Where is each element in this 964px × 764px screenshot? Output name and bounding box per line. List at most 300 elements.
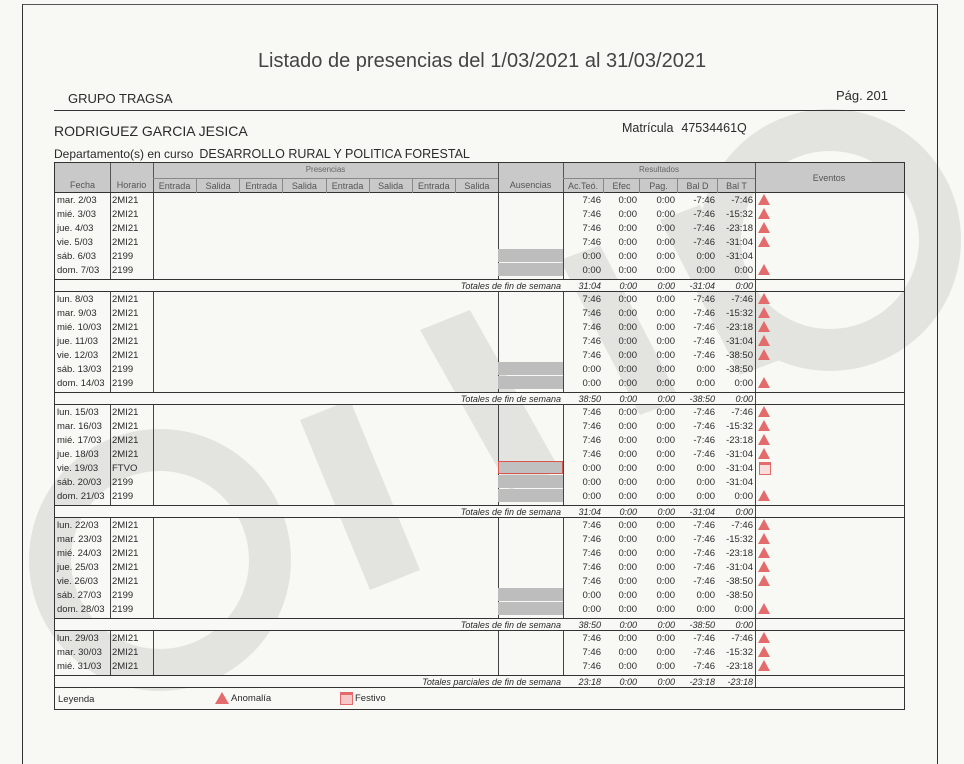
cell-pag: 0:00 — [656, 520, 675, 531]
company-name: GRUPO TRAGSA — [68, 91, 173, 106]
absence-cell-weekend — [498, 362, 563, 375]
cell-fecha: sáb. 13/03 — [57, 364, 102, 375]
cell-efec: 0:00 — [618, 548, 637, 559]
table-row — [55, 447, 904, 461]
subcol-pag: Pag. — [639, 179, 677, 193]
cell-efec: 0:00 — [618, 251, 637, 262]
cell-acteo: 7:46 — [582, 534, 601, 545]
subcol-entrada-2: Entrada — [239, 179, 282, 193]
cell-efec: 0:00 — [618, 195, 637, 206]
table-row — [55, 631, 904, 645]
total-label: Totales parciales de fin de semana — [422, 677, 561, 687]
legend-item-anomalia: Anomalía — [215, 692, 271, 704]
week-total-row — [54, 675, 905, 688]
report-title: Listado de presencias del 1/03/2021 al 31/03/2021 — [257, 50, 707, 72]
warning-triangle-icon — [758, 335, 770, 346]
warning-triangle-icon — [215, 692, 229, 704]
cell-horario: 2199 — [112, 251, 134, 262]
weeks-container — [54, 193, 905, 688]
cell-pag: 0:00 — [656, 364, 675, 375]
cell-balt: -15:32 — [726, 534, 753, 545]
total-efec: 0:00 — [619, 677, 637, 687]
cell-pag: 0:00 — [656, 350, 675, 361]
cell-acteo: 0:00 — [582, 590, 601, 601]
cell-fecha: mar. 9/03 — [57, 308, 97, 319]
column-divider — [755, 506, 756, 517]
col-resultados: Resultados — [638, 165, 680, 174]
total-pag: 0:00 — [657, 620, 675, 630]
cell-efec: 0:00 — [618, 449, 637, 460]
cell-acteo: 7:46 — [582, 548, 601, 559]
col-eventos: Eventos — [812, 172, 846, 183]
cell-efec: 0:00 — [618, 421, 637, 432]
cell-fecha: sáb. 6/03 — [57, 251, 97, 262]
cell-acteo: 7:46 — [582, 294, 601, 305]
cell-fecha: mié. 10/03 — [57, 322, 102, 333]
cell-efec: 0:00 — [618, 209, 637, 220]
cell-bald: -7:46 — [693, 449, 715, 460]
cell-horario: 2MI21 — [112, 449, 139, 460]
absence-cell-weekend — [498, 263, 563, 276]
cell-efec: 0:00 — [618, 633, 637, 644]
presencias-subheader — [153, 178, 498, 193]
cell-pag: 0:00 — [656, 435, 675, 446]
cell-acteo: 0:00 — [582, 364, 601, 375]
warning-triangle-icon — [758, 603, 770, 614]
cell-horario: 2MI21 — [112, 421, 139, 432]
subcol-efec: Efec — [603, 179, 639, 193]
cell-fecha: mar. 23/03 — [57, 534, 102, 545]
cell-fecha: vie. 5/03 — [57, 237, 93, 248]
cell-horario: 2199 — [112, 604, 134, 615]
table-row — [55, 207, 904, 221]
cell-acteo: 7:46 — [582, 336, 601, 347]
cell-horario: 2MI21 — [112, 336, 139, 347]
cell-bald: -7:46 — [693, 407, 715, 418]
warning-triangle-icon — [758, 420, 770, 431]
warning-triangle-icon — [758, 448, 770, 459]
cell-bald: -7:46 — [693, 336, 715, 347]
cell-acteo: 7:46 — [582, 647, 601, 658]
total-label: Totales de fin de semana — [460, 394, 561, 404]
week-block — [54, 193, 905, 279]
total-efec: 0:00 — [619, 394, 637, 404]
cell-efec: 0:00 — [618, 378, 637, 389]
cell-bald: -7:46 — [693, 548, 715, 559]
total-pag: 0:00 — [657, 507, 675, 517]
cell-balt: -7:46 — [731, 195, 753, 206]
absence-cell-weekend — [498, 602, 563, 615]
cell-pag: 0:00 — [656, 251, 675, 262]
warning-triangle-icon — [758, 561, 770, 572]
cell-horario: 2199 — [112, 491, 134, 502]
cell-pag: 0:00 — [656, 463, 675, 474]
table-row — [55, 518, 904, 532]
total-acteo: 38:50 — [578, 394, 601, 404]
cell-acteo: 7:46 — [582, 435, 601, 446]
table-row — [55, 221, 904, 235]
cell-balt: -31:04 — [726, 251, 753, 262]
cell-efec: 0:00 — [618, 308, 637, 319]
col-fecha: Fecha — [69, 180, 95, 190]
cell-fecha: lun. 8/03 — [57, 294, 94, 305]
cell-acteo: 7:46 — [582, 520, 601, 531]
table-row — [55, 560, 904, 574]
cell-balt: -7:46 — [731, 407, 753, 418]
cell-bald: -7:46 — [693, 294, 715, 305]
cell-bald: -7:46 — [693, 322, 715, 333]
cell-efec: 0:00 — [618, 336, 637, 347]
cell-efec: 0:00 — [618, 265, 637, 276]
page-number: Pág. 201 — [835, 88, 888, 103]
cell-pag: 0:00 — [656, 548, 675, 559]
column-divider — [755, 619, 756, 630]
week-block — [54, 518, 905, 618]
calendar-icon — [340, 692, 353, 705]
total-pag: 0:00 — [657, 281, 675, 291]
total-balt: 0:00 — [735, 394, 753, 404]
cell-horario: 2MI21 — [112, 633, 139, 644]
col-presencias: Presencias — [305, 165, 346, 174]
cell-fecha: dom. 14/03 — [57, 378, 105, 389]
warning-triangle-icon — [758, 222, 770, 233]
total-label: Totales de fin de semana — [460, 281, 561, 291]
cell-pag: 0:00 — [656, 195, 675, 206]
cell-efec: 0:00 — [618, 534, 637, 545]
cell-acteo: 0:00 — [582, 251, 601, 262]
cell-horario: 2MI21 — [112, 520, 139, 531]
table-row — [55, 292, 904, 306]
cell-bald: -7:46 — [693, 195, 715, 206]
cell-bald: -7:46 — [693, 421, 715, 432]
table-row — [55, 433, 904, 447]
cell-pag: 0:00 — [656, 209, 675, 220]
week-total-row — [54, 279, 905, 292]
cell-bald: -7:46 — [693, 209, 715, 220]
cell-fecha: jue. 4/03 — [57, 223, 94, 234]
table-row — [55, 249, 904, 263]
table-row — [55, 263, 904, 277]
cell-pag: 0:00 — [656, 336, 675, 347]
absence-cell-weekend — [498, 588, 563, 601]
cell-acteo: 7:46 — [582, 562, 601, 573]
cell-balt: -7:46 — [731, 520, 753, 531]
cell-acteo: 7:46 — [582, 633, 601, 644]
warning-triangle-icon — [758, 575, 770, 586]
cell-bald: -7:46 — [693, 237, 715, 248]
cell-balt: -7:46 — [731, 633, 753, 644]
cell-fecha: mié. 31/03 — [57, 661, 102, 672]
warning-triangle-icon — [758, 321, 770, 332]
week-total-row — [54, 392, 905, 405]
cell-acteo: 7:46 — [582, 308, 601, 319]
cell-acteo: 7:46 — [582, 661, 601, 672]
cell-efec: 0:00 — [618, 407, 637, 418]
cell-balt: -23:18 — [726, 435, 753, 446]
cell-horario: 2MI21 — [112, 308, 139, 319]
cell-fecha: mar. 2/03 — [57, 195, 97, 206]
total-acteo: 31:04 — [578, 281, 601, 291]
cell-horario: 2199 — [112, 378, 134, 389]
cell-balt: 0:00 — [734, 604, 753, 615]
cell-acteo: 0:00 — [582, 491, 601, 502]
cell-efec: 0:00 — [618, 294, 637, 305]
cell-balt: -31:04 — [726, 336, 753, 347]
warning-triangle-icon — [758, 533, 770, 544]
table-row — [55, 320, 904, 334]
cell-acteo: 0:00 — [582, 463, 601, 474]
total-pag: 0:00 — [657, 394, 675, 404]
cell-balt: 0:00 — [734, 378, 753, 389]
table-row — [55, 419, 904, 433]
cell-efec: 0:00 — [618, 590, 637, 601]
cell-horario: 2MI21 — [112, 223, 139, 234]
cell-acteo: 7:46 — [582, 350, 601, 361]
cell-pag: 0:00 — [656, 449, 675, 460]
total-acteo: 38:50 — [578, 620, 601, 630]
table-row — [55, 362, 904, 376]
total-efec: 0:00 — [619, 507, 637, 517]
table-row — [55, 645, 904, 659]
cell-horario: 2MI21 — [112, 407, 139, 418]
warning-triangle-icon — [758, 646, 770, 657]
cell-balt: -31:04 — [726, 562, 753, 573]
cell-bald: -7:46 — [693, 435, 715, 446]
cell-balt: -23:18 — [726, 322, 753, 333]
cell-bald: -7:46 — [693, 633, 715, 644]
cell-acteo: 7:46 — [582, 576, 601, 587]
cell-fecha: sáb. 27/03 — [57, 590, 102, 601]
cell-fecha: mar. 30/03 — [57, 647, 102, 658]
cell-horario: 2199 — [112, 265, 134, 276]
cell-pag: 0:00 — [656, 308, 675, 319]
table-row — [55, 532, 904, 546]
cell-efec: 0:00 — [618, 576, 637, 587]
total-balt: -23:18 — [727, 677, 753, 687]
cell-fecha: mar. 16/03 — [57, 421, 102, 432]
cell-efec: 0:00 — [618, 223, 637, 234]
total-bald: -23:18 — [689, 677, 715, 687]
cell-balt: -31:04 — [726, 463, 753, 474]
cell-acteo: 7:46 — [582, 322, 601, 333]
cell-horario: 2MI21 — [112, 322, 139, 333]
cell-efec: 0:00 — [618, 237, 637, 248]
cell-fecha: sáb. 20/03 — [57, 477, 102, 488]
table-row — [55, 489, 904, 503]
cell-horario: 2MI21 — [112, 562, 139, 573]
subcol-entrada-1: Entrada — [158, 181, 191, 191]
cell-horario: 2MI21 — [112, 435, 139, 446]
table-row — [55, 546, 904, 560]
cell-acteo: 7:46 — [582, 223, 601, 234]
total-acteo: 23:18 — [578, 677, 601, 687]
subcol-salida-2: Salida — [282, 179, 325, 193]
cell-efec: 0:00 — [618, 364, 637, 375]
table-header — [54, 162, 905, 193]
subcol-balt: Bal T — [717, 179, 755, 193]
cell-fecha: lun. 29/03 — [57, 633, 99, 644]
calendar-icon — [759, 462, 771, 475]
table-row — [55, 461, 904, 475]
cell-acteo: 7:46 — [582, 407, 601, 418]
warning-triangle-icon — [758, 434, 770, 445]
cell-bald: -7:46 — [693, 350, 715, 361]
cell-fecha: dom. 7/03 — [57, 265, 100, 276]
warning-triangle-icon — [758, 377, 770, 388]
cell-fecha: jue. 18/03 — [57, 449, 99, 460]
cell-fecha: vie. 12/03 — [57, 350, 99, 361]
cell-bald: 0:00 — [696, 491, 715, 502]
cell-efec: 0:00 — [618, 604, 637, 615]
cell-balt: -38:50 — [726, 350, 753, 361]
cell-horario: 2MI21 — [112, 576, 139, 587]
warning-triangle-icon — [758, 490, 770, 501]
cell-horario: 2MI21 — [112, 661, 139, 672]
cell-horario: FTVO — [112, 463, 138, 474]
cell-balt: -31:04 — [726, 237, 753, 248]
total-balt: 0:00 — [735, 620, 753, 630]
employee-name: RODRIGUEZ GARCIA JESICA — [54, 123, 248, 139]
cell-pag: 0:00 — [656, 647, 675, 658]
cell-acteo: 7:46 — [582, 237, 601, 248]
table-row — [55, 602, 904, 616]
cell-bald: -7:46 — [693, 308, 715, 319]
warning-triangle-icon — [758, 349, 770, 360]
cell-pag: 0:00 — [656, 265, 675, 276]
header-divider — [54, 110, 905, 111]
cell-balt: -15:32 — [726, 209, 753, 220]
cell-balt: -7:46 — [731, 294, 753, 305]
legend-item-festivo: Festivo — [340, 692, 386, 705]
cell-pag: 0:00 — [656, 576, 675, 587]
table-row — [55, 235, 904, 249]
warning-triangle-icon — [758, 632, 770, 643]
cell-balt: -15:32 — [726, 421, 753, 432]
cell-acteo: 0:00 — [582, 604, 601, 615]
cell-horario: 2MI21 — [112, 294, 139, 305]
cell-pag: 0:00 — [656, 477, 675, 488]
cell-pag: 0:00 — [656, 590, 675, 601]
cell-balt: -23:18 — [726, 223, 753, 234]
cell-horario: 2199 — [112, 590, 134, 601]
cell-bald: -7:46 — [693, 223, 715, 234]
department-label: Departamento(s) en curso — [54, 147, 194, 161]
week-total-row — [54, 505, 905, 518]
cell-efec: 0:00 — [618, 350, 637, 361]
cell-pag: 0:00 — [656, 661, 675, 672]
cell-horario: 2199 — [112, 364, 134, 375]
cell-horario: 2MI21 — [112, 548, 139, 559]
column-divider — [755, 676, 756, 687]
subcol-salida-4: Salida — [455, 179, 498, 193]
cell-balt: -15:32 — [726, 308, 753, 319]
cell-acteo: 7:46 — [582, 449, 601, 460]
table-row — [55, 588, 904, 602]
absence-cell-weekend — [498, 475, 563, 488]
cell-bald: -7:46 — [693, 576, 715, 587]
cell-fecha: mié. 3/03 — [57, 209, 97, 220]
total-bald: -38:50 — [689, 620, 715, 630]
cell-efec: 0:00 — [618, 435, 637, 446]
cell-horario: 2199 — [112, 477, 134, 488]
total-label: Totales de fin de semana — [460, 620, 561, 630]
warning-triangle-icon — [758, 307, 770, 318]
total-label: Totales de fin de semana — [460, 507, 561, 517]
total-balt: 0:00 — [735, 507, 753, 517]
cell-horario: 2MI21 — [112, 534, 139, 545]
week-total-row — [54, 618, 905, 631]
total-balt: 0:00 — [735, 281, 753, 291]
cell-horario: 2MI21 — [112, 195, 139, 206]
cell-pag: 0:00 — [656, 534, 675, 545]
total-bald: -31:04 — [689, 507, 715, 517]
cell-acteo: 0:00 — [582, 477, 601, 488]
cell-efec: 0:00 — [618, 520, 637, 531]
cell-efec: 0:00 — [618, 477, 637, 488]
cell-horario: 2MI21 — [112, 209, 139, 220]
absence-cell-weekend — [498, 489, 563, 502]
absence-cell-weekend — [498, 376, 563, 389]
cell-fecha: jue. 11/03 — [57, 336, 99, 347]
cell-balt: -23:18 — [726, 661, 753, 672]
warning-triangle-icon — [758, 547, 770, 558]
cell-balt: -38:50 — [726, 590, 753, 601]
subcol-salida-3: Salida — [369, 179, 412, 193]
cell-fecha: mié. 17/03 — [57, 435, 102, 446]
subcol-acte: Ac.Teó. — [567, 181, 598, 191]
cell-balt: -31:04 — [726, 449, 753, 460]
cell-fecha: dom. 28/03 — [57, 604, 105, 615]
cell-bald: 0:00 — [696, 251, 715, 262]
warning-triangle-icon — [758, 293, 770, 304]
cell-fecha: dom. 21/03 — [57, 491, 105, 502]
cell-pag: 0:00 — [656, 633, 675, 644]
warning-triangle-icon — [758, 660, 770, 671]
total-acteo: 31:04 — [578, 507, 601, 517]
cell-bald: 0:00 — [696, 604, 715, 615]
table-row — [55, 376, 904, 390]
cell-balt: -31:04 — [726, 477, 753, 488]
cell-pag: 0:00 — [656, 407, 675, 418]
week-block — [54, 292, 905, 392]
cell-fecha: jue. 25/03 — [57, 562, 99, 573]
cell-acteo: 0:00 — [582, 265, 601, 276]
warning-triangle-icon — [758, 208, 770, 219]
cell-balt: -38:50 — [726, 364, 753, 375]
table-row — [55, 334, 904, 348]
cell-fecha: lun. 15/03 — [57, 407, 99, 418]
cell-pag: 0:00 — [656, 237, 675, 248]
cell-bald: 0:00 — [696, 590, 715, 601]
cell-horario: 2MI21 — [112, 350, 139, 361]
legend-label: Leyenda — [58, 694, 95, 705]
warning-triangle-icon — [758, 406, 770, 417]
cell-acteo: 0:00 — [582, 378, 601, 389]
warning-triangle-icon — [758, 236, 770, 247]
department — [54, 147, 470, 161]
department-value: DESARROLLO RURAL Y POLITICA FORESTAL — [199, 147, 470, 161]
table-row — [55, 405, 904, 419]
table-row — [55, 659, 904, 673]
cell-bald: 0:00 — [696, 477, 715, 488]
total-pag: 0:00 — [657, 677, 675, 687]
cell-horario: 2MI21 — [112, 237, 139, 248]
col-ausencias: Ausencias — [509, 180, 552, 190]
cell-bald: 0:00 — [696, 463, 715, 474]
cell-balt: 0:00 — [734, 491, 753, 502]
cell-efec: 0:00 — [618, 322, 637, 333]
cell-bald: -7:46 — [693, 647, 715, 658]
